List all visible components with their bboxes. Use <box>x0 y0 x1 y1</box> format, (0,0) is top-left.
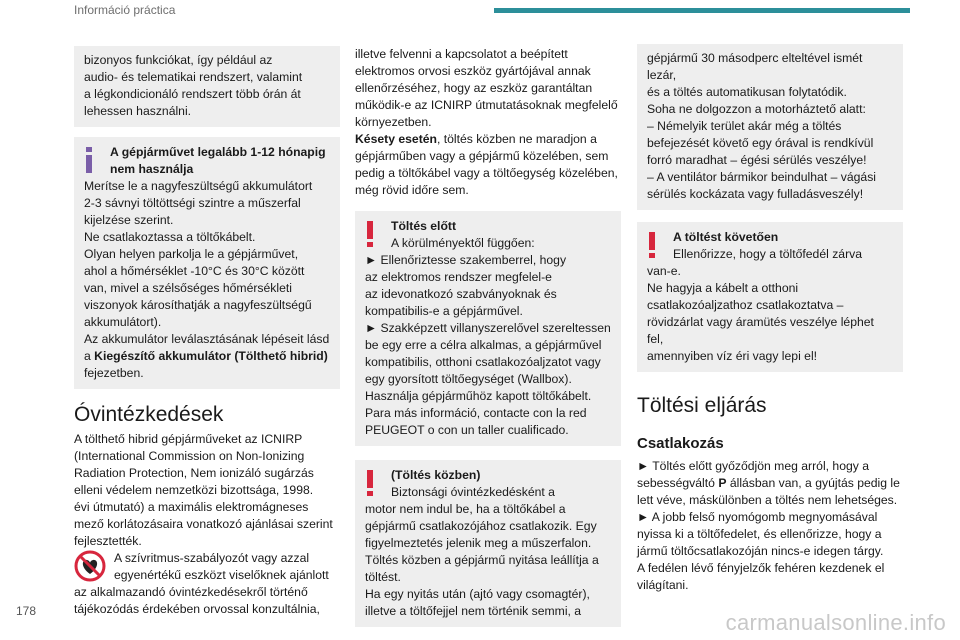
text-line: fejezetben. <box>84 366 144 380</box>
text-line: gépjármű csatlakozójához csatlakozik. Egy <box>365 519 597 533</box>
text-line: Para más információ, contacte con la red <box>365 406 587 420</box>
text-line: működik-e az ICNIRP útmutatásoknak megfelelő <box>355 98 618 112</box>
text-line: lehessen használni. <box>84 104 192 118</box>
text-line: a légkondicionáló rendszert több órán át <box>84 87 301 101</box>
text-line: – A ventilátor bármikor beindulhat – vágási <box>647 170 876 184</box>
text-line: ahol a hőmérséklet -10°C és 30°C között <box>84 264 305 278</box>
text-line: motor nem indul be, ha a töltőkábel a <box>365 502 566 516</box>
text-line: Olyan helyen parkolja le a gépjárművet, <box>84 247 299 261</box>
text-line: A tölthető hibrid gépjárműveket az ICNIRP <box>74 432 303 446</box>
sub-heading: Csatlakozás <box>637 435 724 452</box>
text-line <box>637 475 903 492</box>
text-line: A körülményektől függően: <box>391 236 535 250</box>
text-line: Ha egy nyitás után (ajtó vagy csomagtér), <box>365 587 590 601</box>
text-line: audio- és telematikai rendszert, valamint <box>84 70 303 84</box>
text-line: nyissa ki a töltőfedelet, és ellenőrizze, hogy a <box>637 527 882 541</box>
text-line: Ne csatlakoztassa a töltőkábelt. <box>84 230 256 244</box>
box-title: (Töltés közben) <box>391 468 481 482</box>
header-accent-bar <box>494 8 910 13</box>
box-title: A gépjárművet legalább 1-12 hónapig <box>110 145 326 159</box>
text-line: ► A jobb felső nyomógomb megnyomásával <box>637 510 878 524</box>
text-line: még rövid időre sem. <box>355 183 469 197</box>
warning-box-during-charging <box>355 460 621 627</box>
text-line: Ne hagyja a kábelt a otthoni <box>647 281 799 295</box>
warning-box-before-charging <box>355 211 621 446</box>
text-line: az idevonatkozó szabványoknak és <box>365 287 557 301</box>
text-span: állásban van, a gyújtás pedig le <box>726 476 900 490</box>
text-line: ► Szakképzett villanyszerelővel szereltessen <box>365 321 611 335</box>
text-line: van, mivel a szélsőséges hőmérsékleti <box>84 281 292 295</box>
text-line: Soha ne dolgozzon a motorháztető alatt: <box>647 102 866 116</box>
text-line: (International Commission on Non-Ionizing <box>74 449 305 463</box>
text-line: illetve felvenni a kapcsolatot a beépített <box>355 47 568 61</box>
text-line: A szívritmus-szabályozót vagy azzal <box>114 551 310 565</box>
text-line: 2-3 sávnyi töltöttségi szintre a műszerfal <box>84 196 301 210</box>
box-title: nem használja <box>110 162 194 176</box>
watermark: carmanualsonline.info <box>725 610 946 635</box>
text-line: évi útmutató) a maximális elektromágneses <box>74 500 309 514</box>
warning-box-continued <box>637 44 903 210</box>
warning-exclamation-icon <box>645 230 659 260</box>
column-left <box>74 46 340 618</box>
text-span: a <box>84 349 95 363</box>
text-line: az alkalmazandó óvintézkedésekről történő <box>74 585 308 599</box>
warning-exclamation-icon <box>363 468 377 498</box>
pacemaker-warning-icon <box>74 550 106 582</box>
warning-box-after-charging <box>637 222 903 372</box>
text-line: viszonyok károsíthatják a nagyfeszültségű <box>84 298 312 312</box>
text-line: világítani. <box>637 578 689 592</box>
text-line: Merítse le a nagyfeszültségű akkumulátort <box>84 179 313 193</box>
text-line <box>355 131 621 148</box>
text-line: van-e. <box>647 264 681 278</box>
text-line: kompatibilis-e a gépjárművel. <box>365 304 523 318</box>
text-line: Ellenőrizze, hogy a töltőfedél zárva <box>673 247 863 261</box>
text-line: A fedélen lévő fényjelzők fehéren kezdenek el <box>637 561 885 575</box>
text-line: mező korlátozásaira vonatkozó ajánlásai szerint <box>74 517 333 531</box>
text-line: amennyiben víz éri vagy lepi el! <box>647 349 818 363</box>
text-line: Radiation Protection, Nem ionizáló sugárzás <box>74 466 314 480</box>
text-line: forró maradhat – égési sérülés veszélye! <box>647 153 867 167</box>
pacemaker-notice <box>74 550 340 584</box>
section-heading: Töltési eljárás <box>637 394 767 417</box>
text-line: kompatibilis, otthoni csatlakozóaljzatot vagy <box>365 355 601 369</box>
info-box-continued <box>74 46 340 127</box>
text-line: Használja gépjárműhöz kapott töltőkábelt. <box>365 389 592 403</box>
info-icon <box>82 145 96 175</box>
column-right <box>637 44 903 594</box>
text-span: sebességváltó <box>637 476 719 490</box>
text-line: környezetben. <box>355 115 432 129</box>
section-title: Információ práctica <box>74 3 176 17</box>
warning-exclamation-icon <box>363 219 377 249</box>
text-line: csatlakozóaljzathoz csatlakoztatva – <box>647 298 844 312</box>
text-span: , töltés közben ne maradjon a <box>436 132 597 146</box>
text-line: figyelmeztetés jelenik meg a műszerfalon. <box>365 536 592 550</box>
text-line: elleni védelem nemzetközi bizottsága, 1998. <box>74 483 314 497</box>
text-line: lett véve, máskülönben a töltés nem lehetséges. <box>637 493 898 507</box>
section-heading: Óvintézkedések <box>74 403 224 426</box>
text-line: egyenértékű eszközt viselőknek ajánlott <box>114 568 329 582</box>
bold-reference: Kiegészítő akkumulátor (Tölthető hibrid) <box>94 349 328 363</box>
text-line: kijelzése szerint. <box>84 213 174 227</box>
text-line: bizonyos funkciókat, így például az <box>84 53 273 67</box>
text-line: akkumulátort). <box>84 315 162 329</box>
text-line: tájékozódás érdekében orvossal konzultálnia, <box>74 602 320 616</box>
text-line: és a töltés automatikusan folytatódik. <box>647 85 847 99</box>
text-line: illetve a töltőfejjel nem történik semmi, a <box>365 604 582 618</box>
text-line: jármű töltőcsatlakozóján nincs-e idegen tárgy. <box>637 544 884 558</box>
text-line: – Némelyik terület akár még a töltés <box>647 119 842 133</box>
text-line: sérülés kockázata vagy fulladásveszély! <box>647 187 864 201</box>
bold-gear: P <box>718 476 727 490</box>
text-line: Töltés közben a gépjármű nyitása leállítja a <box>365 553 599 567</box>
text-line: Az akkumulátor leválasztásának lépéseit lásd <box>84 332 330 346</box>
text-line: PEUGEOT o con un taller cualificado. <box>365 423 569 437</box>
box-title: Töltés előtt <box>391 219 457 233</box>
text-line: Biztonsági óvintézkedésként a <box>391 485 555 499</box>
box-title: A töltést követően <box>673 230 779 244</box>
info-box-storage <box>74 137 340 389</box>
text-line: ► Töltés előtt győződjön meg arról, hogy a <box>637 459 870 473</box>
text-line: elektromos orvosi eszköz gyártójával annak <box>355 64 591 78</box>
text-line: az elektromos rendszer megfelel-e <box>365 270 552 284</box>
column-middle <box>355 46 621 627</box>
text-line: befejezését követő egy órával is rendkívül <box>647 136 874 150</box>
text-line: töltést. <box>365 570 401 584</box>
bold-term: Késety esetén <box>355 132 437 146</box>
text-line: ellenőrzéséhez, hogy az eszköz garantáltan <box>355 81 593 95</box>
intro-paragraph <box>355 46 621 199</box>
text-line: gépjármű 30 másodperc elteltével ismét lezár, <box>647 51 863 82</box>
text-line: pedig a töltőkábel vagy a töltőegység közelében, <box>355 166 618 180</box>
text-line: egy gyorsított töltőegységet (Wallbox). <box>365 372 572 386</box>
page-number: 178 <box>16 604 37 618</box>
text-line <box>84 348 330 365</box>
text-line: fejlesztették. <box>74 534 142 548</box>
text-line: rövidzárlat vagy áramütés veszélye léphet fel, <box>647 315 874 346</box>
text-line: gépjárműben vagy a gépjármű közelében, sem <box>355 149 609 163</box>
text-line: ► Ellenőriztesse szakemberrel, hogy <box>365 253 567 267</box>
text-line: be egy erre a célra alkalmas, a gépjárművel <box>365 338 602 352</box>
